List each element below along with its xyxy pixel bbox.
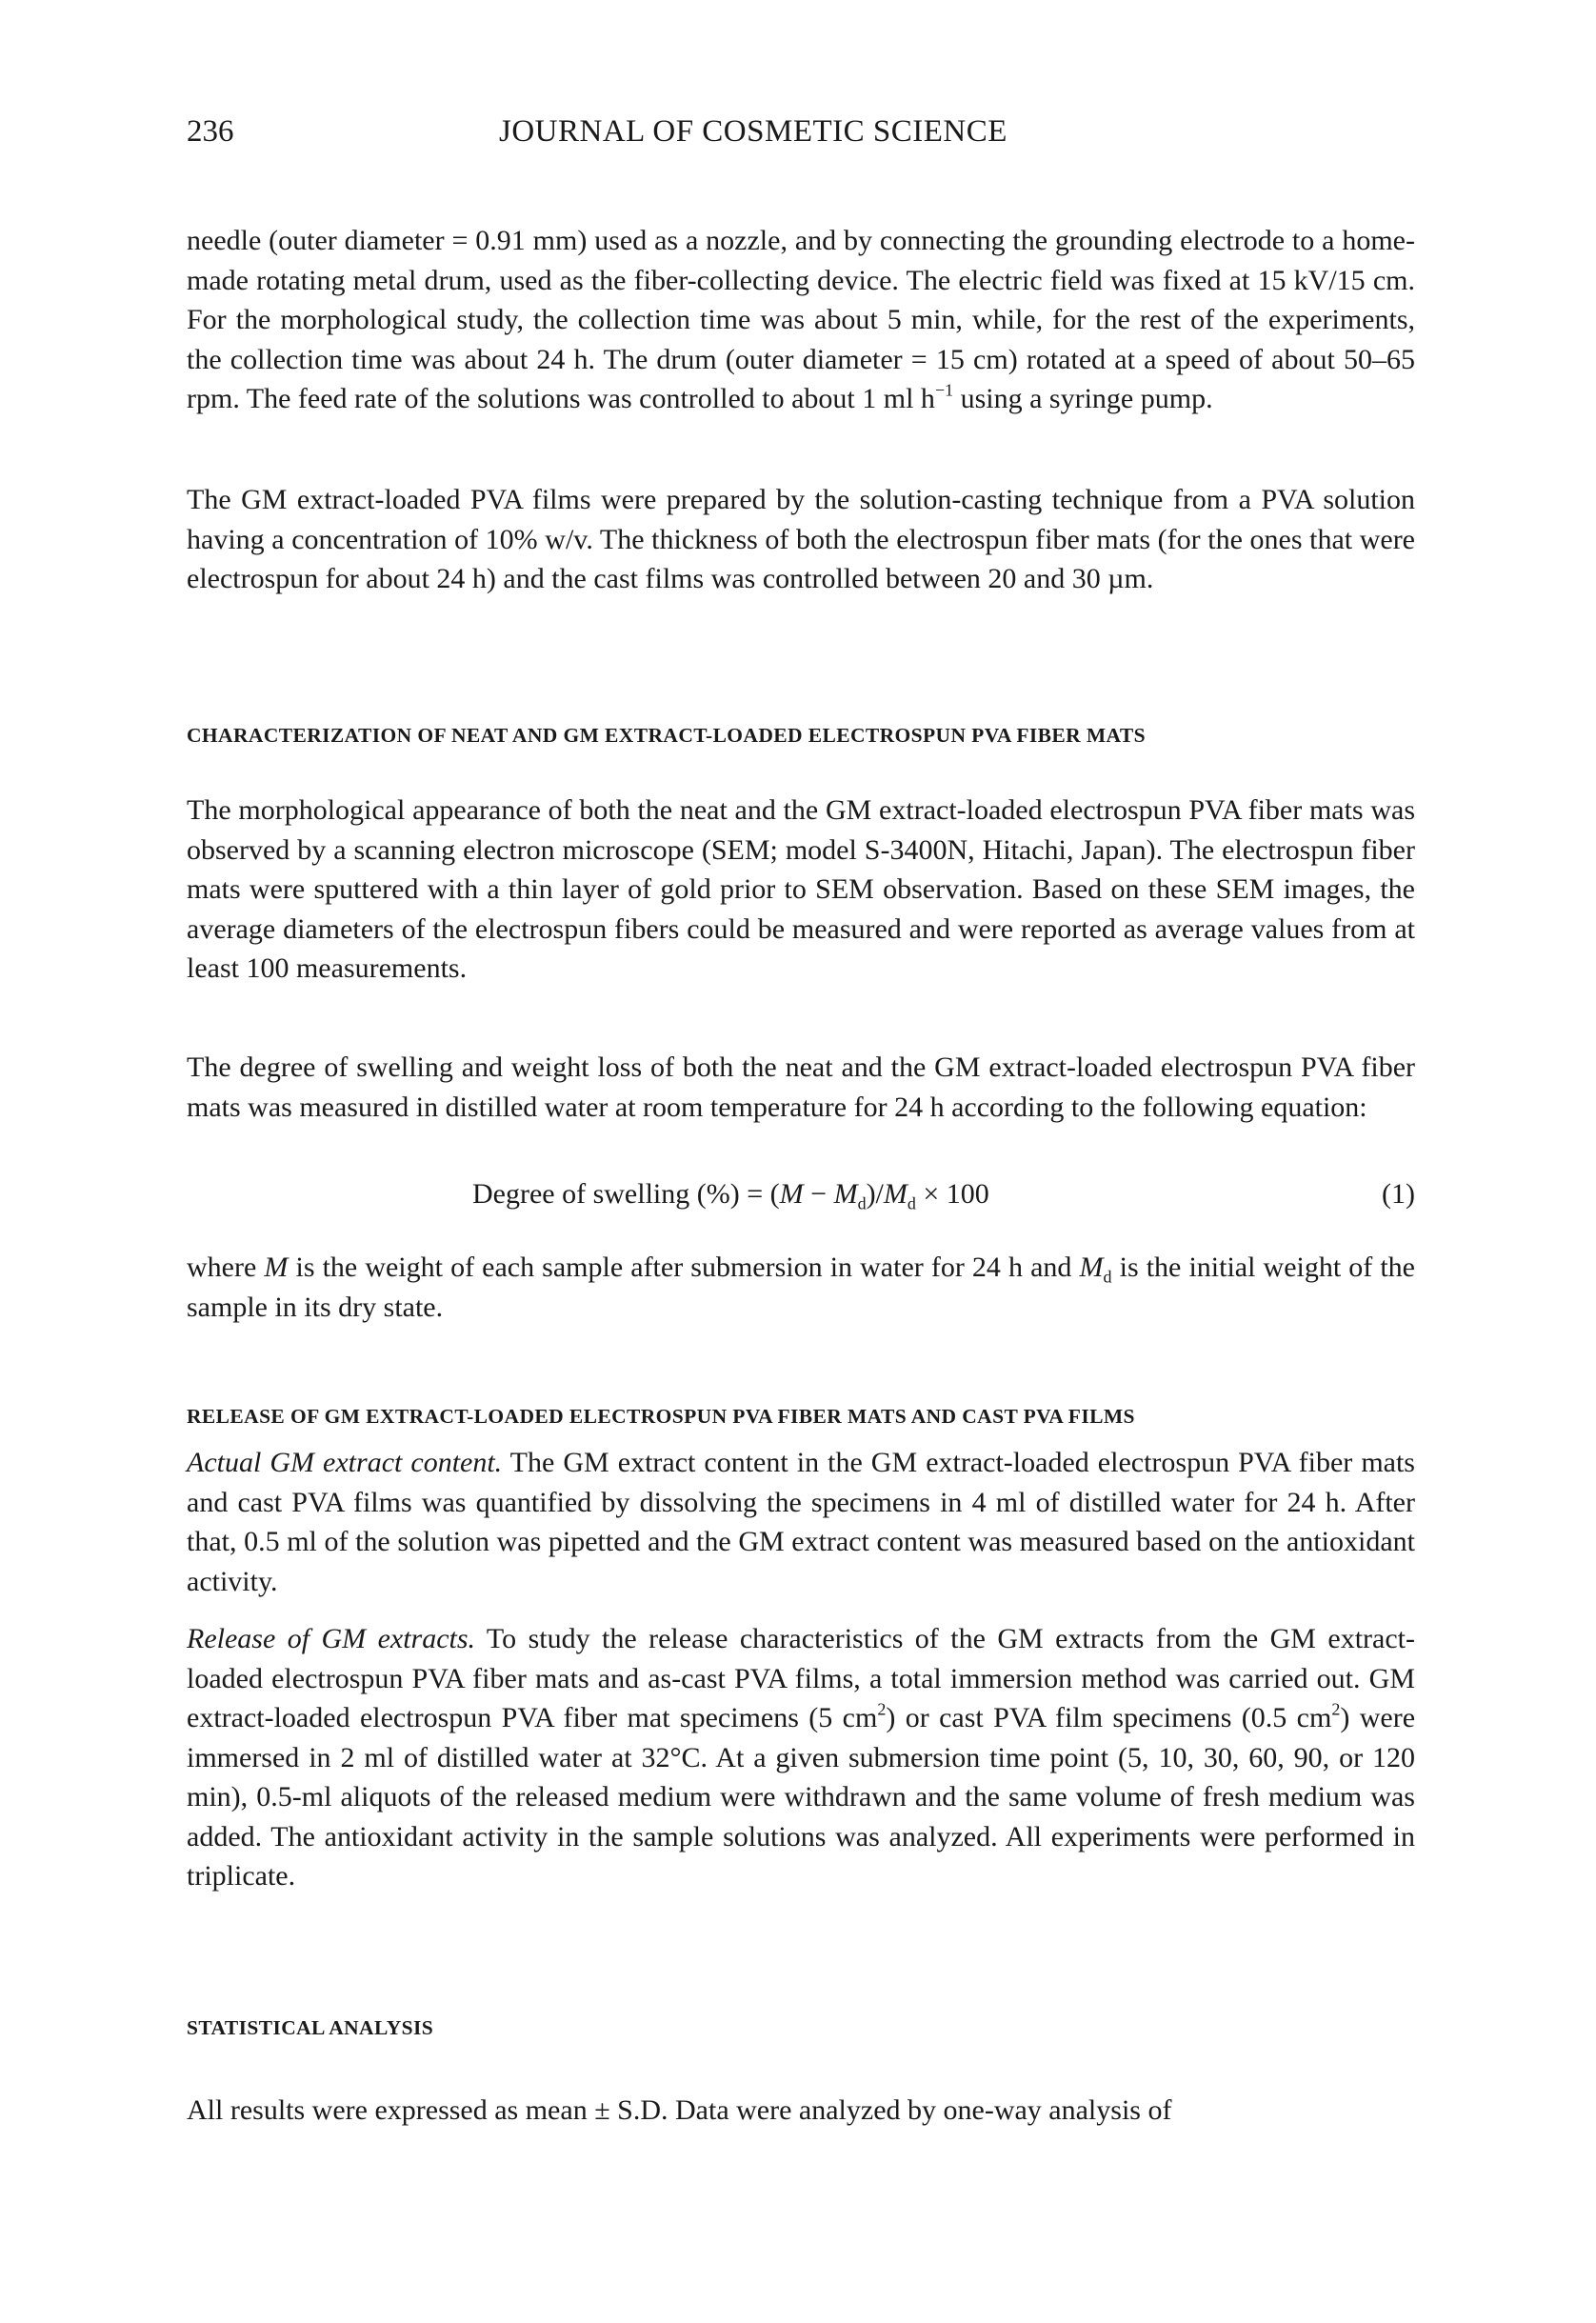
paragraph-electrospinning-setup: needle (outer diameter = 0.91 mm) used as a nozzle, and by connecting the grounding electrode to a home-made rotating metal drum, used as the fiber-collecting device. The electric field was fixed at 15 kV/15 cm. For the morphological study, the collection time was about 5 min, while, for the rest of the experiments, the collection time was about 24 h. The drum (outer diameter = 15 cm) rotated at a speed of about 50–65 rpm. The feed rate of the solutions was controlled to about 1 ml $h^{-1}$ using a syringe pump. (187, 225, 1415, 414)
paragraph-actual-content: Actual GM extract content. The GM extract content in the GM extract-loaded electrospun PVA fiber mats and cast PVA films was quantified by dissolving the specimens in 4 ml of distilled water for 24 h. After that, 0.5 ml of the solution was pipetted and the GM extract content was measured based on the antioxidant activity. (187, 1447, 1415, 1597)
paragraph-release-method: Release of GM extracts. To study the release characteristics of the GM extracts from the GM extract-loaded electrospun PVA fiber mats and as-cast PVA films, a total immersion method was carried out. GM extract-loaded electrospun PVA fiber mat specimens (5 $cm^2$) or cast PVA film specimens (0.5 $cm^2$) were immersed in 2 ml of distilled water at 32°C. At a given submersion time point (5, 10, 30, 60, 90, or 120 min), 0.5-ml aliquots of the released medium were withdrawn and the same volume of fresh medium was added. The antioxidant activity in the sample solutions was analyzed. All experiments were performed in triplicate. (187, 1623, 1416, 1892)
run-in-heading: Actual GM extract content. (187, 1447, 503, 1478)
paragraph-statistics: All results were expressed as mean ± S.D. Data were analyzed by one-way analysis of (187, 2094, 1172, 2126)
page-number: 236 (187, 114, 234, 149)
section-heading-characterization: CHARACTERIZATION OF NEAT AND GM EXTRACT-LOADED ELECTROSPUN PVA FIBER MATS (187, 724, 1146, 747)
section-heading-release: RELEASE OF GM EXTRACT-LOADED ELECTROSPUN PVA FIBER MATS AND CAST PVA FILMS (187, 1405, 1135, 1428)
paragraph-equation-definitions: where M is the weight of each sample after submersion in water for 24 h and $M_d$ is the initial weight of the sample in its dry state. (187, 1252, 1416, 1323)
paragraph-sem-morphology: The morphological appearance of both the neat and the GM extract-loaded electrospun PVA fiber mats was observed by a scanning electron microscope (SEM; model S-3400N, Hitachi, Japan). The electrospun fiber mats were sputtered with a thin layer of gold prior to SEM observation. Based on these SEM images, the average diameters of the electrospun fibers could be measured and were reported as average values from at least 100 measurements. (187, 794, 1415, 984)
section-heading-statistics: STATISTICAL ANALYSIS (187, 2016, 434, 2039)
equation-degree-of-swelling (187, 1178, 1415, 1218)
equation-number: (1) (1382, 1178, 1415, 1210)
paragraph-swelling: The degree of swelling and weight loss of both the neat and the GM extract-loaded electrospun PVA fiber mats was measured in distilled water at room temperature for 24 h according to the following equation: (187, 1051, 1415, 1123)
journal-title: JOURNAL OF COSMETIC SCIENCE (499, 114, 1007, 149)
paragraph-cast-films: The GM extract-loaded PVA films were prepared by the solution-casting technique from a PVA solution having a concentration of 10% w/v. The thickness of both the electrospun fiber mats (for the ones that were electrospun for about 24 h) and the cast films was controlled between 20 and 30 µm. (187, 484, 1415, 594)
run-in-heading: Release of GM extracts. (187, 1623, 476, 1654)
running-head (187, 114, 1415, 162)
equation-body: Degree of swelling (%) = $(M - M_d)/M_d \times 100$ (472, 1178, 989, 1213)
